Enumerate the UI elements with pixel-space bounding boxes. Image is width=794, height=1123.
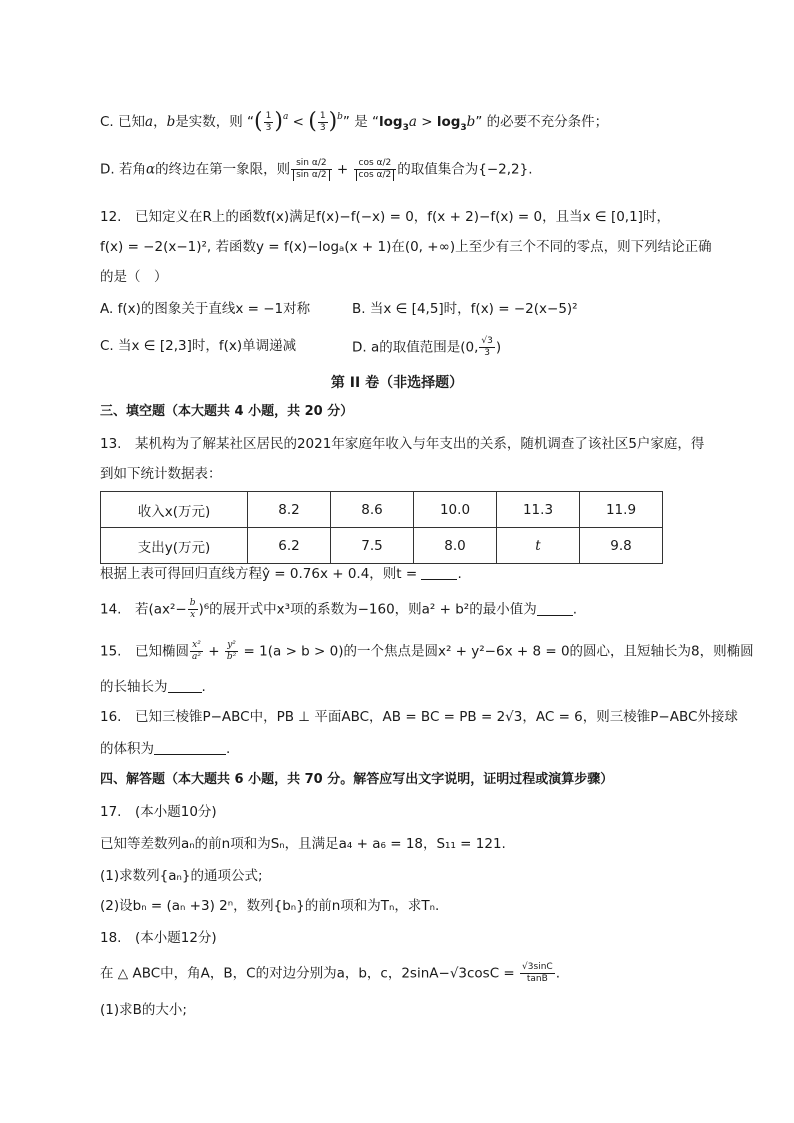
q12-option-b: B. 当x ∈ [4,5]时，f(x) = −2(x−5)² bbox=[352, 301, 578, 317]
two: 2 bbox=[320, 158, 327, 168]
q12-option-c: C. 当x ∈ [2,3]时，f(x)单调递减 bbox=[100, 338, 297, 354]
cos: cos bbox=[358, 158, 374, 168]
paren: ( bbox=[254, 109, 263, 134]
q11-option-d bbox=[100, 158, 533, 181]
numerator: cos α/2 bbox=[354, 158, 397, 170]
section-solutions: 四、解答题（本大题共 6 小题，共 70 分。解答应写出文字说明，证明过程或演算步骤） bbox=[100, 772, 614, 787]
numerator: sin α/2 bbox=[291, 158, 332, 170]
q12-line-3: 的是（ ） bbox=[100, 269, 168, 285]
numerator: √3sinC bbox=[522, 962, 553, 972]
q12-line-1: 12. 已知定义在R上的函数f(x)满足f(x)−f(−x) = 0，f(x + 2)−f(x) = 0，且当x ∈ [0,1]时， bbox=[100, 209, 670, 225]
q15-line-2 bbox=[100, 677, 206, 697]
answer-blank bbox=[421, 565, 457, 580]
fraction bbox=[188, 598, 198, 621]
abs: cos α/2 bbox=[356, 170, 395, 181]
alpha: α bbox=[311, 158, 318, 168]
text: ” 的必要不充分条件； bbox=[475, 114, 609, 130]
table-cell: 11.3 bbox=[497, 492, 580, 528]
paren: ( bbox=[308, 109, 317, 134]
text: . bbox=[201, 679, 206, 695]
denominator bbox=[291, 170, 332, 181]
log: log bbox=[436, 114, 461, 130]
text: D. 若角 bbox=[100, 161, 146, 178]
denominator: 3 bbox=[319, 122, 326, 133]
fraction bbox=[225, 640, 238, 663]
fraction bbox=[479, 336, 494, 359]
table-cell: 9.8 bbox=[580, 528, 663, 564]
exponent: b bbox=[337, 112, 343, 122]
fraction bbox=[520, 962, 555, 985]
cos: cos bbox=[358, 170, 374, 180]
q16-line-1: 16. 已知三棱锥P−ABC中，PB ⊥ 平面ABC，AB = BC = PB = 2√3，AC = 6，则三棱锥P−ABC外接球 bbox=[100, 709, 738, 725]
log-base: 3 bbox=[460, 123, 467, 133]
text: . bbox=[555, 965, 560, 982]
denominator: b² bbox=[226, 652, 237, 662]
text: C. 已知 bbox=[100, 114, 146, 130]
text: ) bbox=[495, 339, 502, 356]
denominator: 3 bbox=[265, 122, 272, 133]
var-b: b bbox=[166, 114, 176, 130]
fraction-sin bbox=[291, 158, 332, 181]
text: 的长轴长为 bbox=[100, 679, 168, 695]
var-alpha: α bbox=[145, 161, 156, 178]
text: 的取值集合为{−2,2}. bbox=[397, 161, 533, 178]
greater-than: > bbox=[416, 114, 437, 130]
table-cell: 6.2 bbox=[248, 528, 331, 564]
two: 2 bbox=[385, 170, 392, 180]
numerator: 1 bbox=[319, 110, 326, 121]
denominator: x bbox=[190, 610, 196, 620]
answer-blank bbox=[168, 678, 202, 693]
paren: ) bbox=[274, 109, 283, 134]
text: ” 是 “ bbox=[342, 114, 379, 130]
sin: sin bbox=[296, 158, 310, 168]
fraction bbox=[190, 640, 203, 663]
fraction-cos bbox=[354, 158, 397, 181]
denominator bbox=[354, 170, 397, 181]
log: log bbox=[379, 114, 403, 130]
text: 15. 已知椭圆 bbox=[100, 643, 189, 660]
text: 是实数，则 “ bbox=[175, 114, 255, 130]
part-two-title: 第 II 卷（非选择题） bbox=[330, 375, 464, 391]
less-than: < bbox=[288, 114, 309, 130]
numerator: 1 bbox=[265, 110, 272, 121]
table-cell: 7.5 bbox=[331, 528, 414, 564]
answer-blank bbox=[537, 601, 573, 616]
text: = 1(a > b > 0)的一个焦点是圆x² + y²−6x + 8 = 0的圆心，且短轴长为8，则椭圆 bbox=[239, 643, 754, 660]
q16-line-2 bbox=[100, 739, 230, 759]
alpha: α bbox=[311, 170, 318, 180]
text: 14. 若(ax²− bbox=[100, 601, 187, 618]
table-cell: 支出y(万元) bbox=[101, 528, 248, 564]
table-cell: 10.0 bbox=[414, 492, 497, 528]
fraction bbox=[318, 111, 328, 134]
plus: + bbox=[332, 161, 353, 178]
text: . bbox=[457, 566, 462, 582]
text: 在 △ ABC中，角A，B，C的对边分别为a，b，c，2sinA−√3cosC = bbox=[100, 965, 520, 982]
table-row-income bbox=[101, 492, 663, 528]
q17-line-1: 已知等差数列aₙ的前n项和为Sₙ，且满足a₄ + a₆ = 18，S₁₁ = 121. bbox=[100, 836, 506, 852]
sin: sin bbox=[296, 170, 310, 180]
q11-option-c bbox=[100, 107, 608, 138]
fraction bbox=[264, 111, 274, 134]
text: 的体积为 bbox=[100, 741, 154, 757]
section-fill-in-blank: 三、填空题（本大题共 4 小题，共 20 分） bbox=[100, 404, 354, 419]
var-b: b bbox=[466, 114, 476, 130]
numerator: b bbox=[189, 598, 196, 608]
q13-line-3 bbox=[100, 564, 462, 584]
denominator: a² bbox=[191, 652, 201, 662]
q13-line-1: 13. 某机构为了解某社区居民的2021年家庭年收入与年支出的关系，随机调查了该社区5户家庭，得 bbox=[100, 436, 705, 452]
var-a: a bbox=[145, 114, 154, 130]
text: ， bbox=[153, 114, 167, 130]
q18-header: 18. (本小题12分) bbox=[100, 930, 217, 946]
var-a: a bbox=[408, 114, 417, 130]
text: D. a的取值范围是(0, bbox=[352, 339, 479, 356]
denominator: 3 bbox=[484, 348, 490, 358]
paren: ) bbox=[328, 109, 338, 134]
alpha: α bbox=[376, 158, 383, 168]
table-row-expense bbox=[101, 528, 663, 564]
text: )⁶的展开式中x³项的系数为−160，则a² + b²的最小值为 bbox=[198, 601, 537, 618]
numerator: √3 bbox=[481, 336, 493, 346]
answer-blank bbox=[154, 740, 226, 755]
two: 2 bbox=[320, 170, 327, 180]
text: . bbox=[226, 741, 231, 757]
exponent: a bbox=[282, 112, 289, 122]
q12-option-a: A. f(x)的图象关于直线x = −1对称 bbox=[100, 301, 311, 317]
text: . bbox=[572, 601, 578, 618]
table-cell: t bbox=[497, 528, 580, 564]
q15-line-1 bbox=[100, 640, 754, 663]
q12-line-2: f(x) = −2(x−1)², 若函数y = f(x)−logₐ(x + 1)在(0, +∞)上至少有三个不同的零点，则下列结论正确 bbox=[100, 239, 712, 255]
q17-line-3: (2)设bₙ = (aₙ +3) 2ⁿ，数列{bₙ}的前n项和为Tₙ，求Tₙ. bbox=[100, 898, 440, 914]
q18-line-2: (1)求B的大小; bbox=[100, 1002, 187, 1018]
q17-header: 17. (本小题10分) bbox=[100, 804, 217, 820]
q18-line-1 bbox=[100, 962, 560, 985]
q13-line-2: 到如下统计数据表： bbox=[100, 466, 222, 482]
numerator: y² bbox=[225, 640, 238, 652]
denominator: tanB bbox=[526, 974, 548, 984]
numerator: x² bbox=[190, 640, 203, 652]
text: 的终边在第一象限，则 bbox=[155, 161, 291, 178]
table-cell: 收入x(万元) bbox=[101, 492, 248, 528]
q14-line bbox=[100, 598, 577, 621]
table-cell: 11.9 bbox=[580, 492, 663, 528]
text: 根据上表可得回归直线方程ŷ = 0.76x + 0.4，则t = bbox=[100, 566, 422, 582]
q12-option-d bbox=[352, 336, 501, 359]
statistics-table bbox=[100, 491, 663, 564]
q17-line-2: (1)求数列{aₙ}的通项公式; bbox=[100, 868, 263, 884]
table-cell: 8.0 bbox=[414, 528, 497, 564]
two: 2 bbox=[385, 158, 392, 168]
log-base: 3 bbox=[402, 123, 409, 133]
table-cell: 8.6 bbox=[331, 492, 414, 528]
abs: sin α/2 bbox=[293, 170, 330, 181]
table-cell: 8.2 bbox=[248, 492, 331, 528]
alpha: α bbox=[376, 170, 383, 180]
plus: + bbox=[203, 643, 224, 660]
